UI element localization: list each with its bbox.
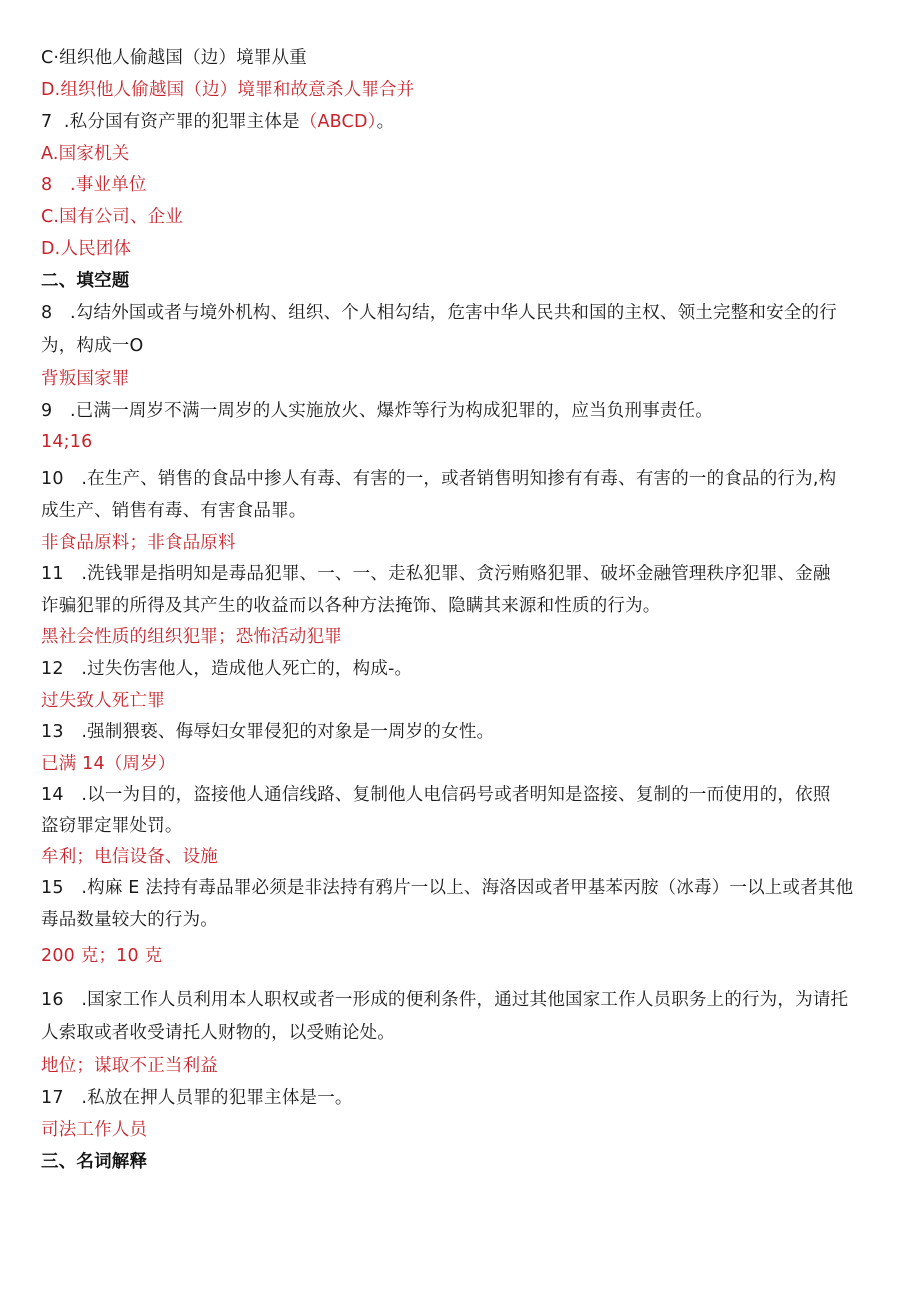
section-3-heading: 三、名词解释 — [41, 1152, 148, 1172]
question-7 — [41, 110, 394, 134]
question-7-answer: （ABCD） — [299, 112, 377, 132]
question-15-answer: 200 克；10 克 — [41, 946, 163, 966]
question-8-line-2: 为，构成一O — [41, 336, 144, 356]
question-14-answer: 牟利；电信设备、设施 — [41, 847, 218, 867]
question-7-number: 7 — [41, 112, 53, 132]
question-12: 12 .过失伤害他人，造成他人死亡的，构成-。 — [41, 659, 413, 679]
question-7-end: 。 — [376, 112, 395, 132]
question-7-text: .私分国有资产罪的犯罪主体是 — [63, 112, 300, 132]
section-2-heading: 二、填空题 — [41, 271, 130, 291]
q7-option-d: D.人民团体 — [41, 239, 132, 259]
question-15-line-1: 15 .构麻 E 法持有毒品罪必须是非法持有鸦片一以上、海洛因或者甲基苯丙胺（冰毒）一以上或者其他 — [41, 878, 854, 898]
question-10-line-1: 10 .在生产、销售的食品中掺人有毒、有害的一，或者销售明知掺有有毒、有害的一的食品的行为,构 — [41, 469, 837, 489]
q7-option-a: A.国家机关 — [41, 144, 130, 164]
question-9: 9 .已满一周岁不满一周岁的人实施放火、爆炸等行为构成犯罪的，应当负刑事责任。 — [41, 401, 713, 421]
question-17-answer: 司法工作人员 — [41, 1120, 148, 1140]
question-10-answer: 非食品原料；非食品原料 — [41, 533, 236, 553]
question-10-line-2: 成生产、销售有毒、有害食品罪。 — [41, 501, 307, 521]
question-14-line-1: 14 .以一为目的，盗接他人通信线路、复制他人电信码号或者明知是盗接、复制的一而使用的，依照 — [41, 785, 831, 805]
question-17: 17 .私放在押人员罪的犯罪主体是一。 — [41, 1088, 353, 1108]
question-12-answer: 过失致人死亡罪 — [41, 691, 165, 711]
question-11-line-1: 11 .洗钱罪是指明知是毒品犯罪、一、一、走私犯罪、贪污贿赂犯罪、破坏金融管理秩序犯罪、金融 — [41, 564, 831, 584]
q7-option-b: 8 .事业单位 — [41, 175, 147, 195]
question-13-answer: 已满 14（周岁） — [41, 754, 176, 774]
question-11-line-2: 诈骗犯罪的所得及其产生的收益而以各种方法掩饰、隐瞒其来源和性质的行为。 — [41, 596, 661, 616]
question-8-answer: 背叛国家罪 — [41, 369, 130, 389]
question-16-line-2: 人索取或者收受请托人财物的，以受贿论处。 — [41, 1023, 395, 1043]
question-9-answer: 14;16 — [41, 432, 93, 452]
question-13: 13 .强制猥亵、侮辱妇女罪侵犯的对象是一周岁的女性。 — [41, 722, 495, 742]
question-8-line-1: 8 .勾结外国或者与境外机构、组织、个人相勾结，危害中华人民共和国的主权、领土完整和安全的行 — [41, 303, 837, 323]
option-d-answer: D.组织他人偷越国（边）境罪和故意杀人罪合并 — [41, 80, 415, 100]
question-14-line-2: 盗窃罪定罪处罚。 — [41, 816, 183, 836]
question-16-answer: 地位；谋取不正当利益 — [41, 1056, 218, 1076]
question-15-line-2: 毒品数量较大的行为。 — [41, 910, 218, 930]
question-11-answer: 黑社会性质的组织犯罪；恐怖活动犯罪 — [41, 627, 342, 647]
option-c-line: C·组织他人偷越国（边）境罪从重 — [41, 48, 307, 68]
q7-option-c: C.国有公司、企业 — [41, 207, 184, 227]
question-16-line-1: 16 .国家工作人员利用本人职权或者一形成的便利条件，通过其他国家工作人员职务上的行为，为请托 — [41, 990, 849, 1010]
